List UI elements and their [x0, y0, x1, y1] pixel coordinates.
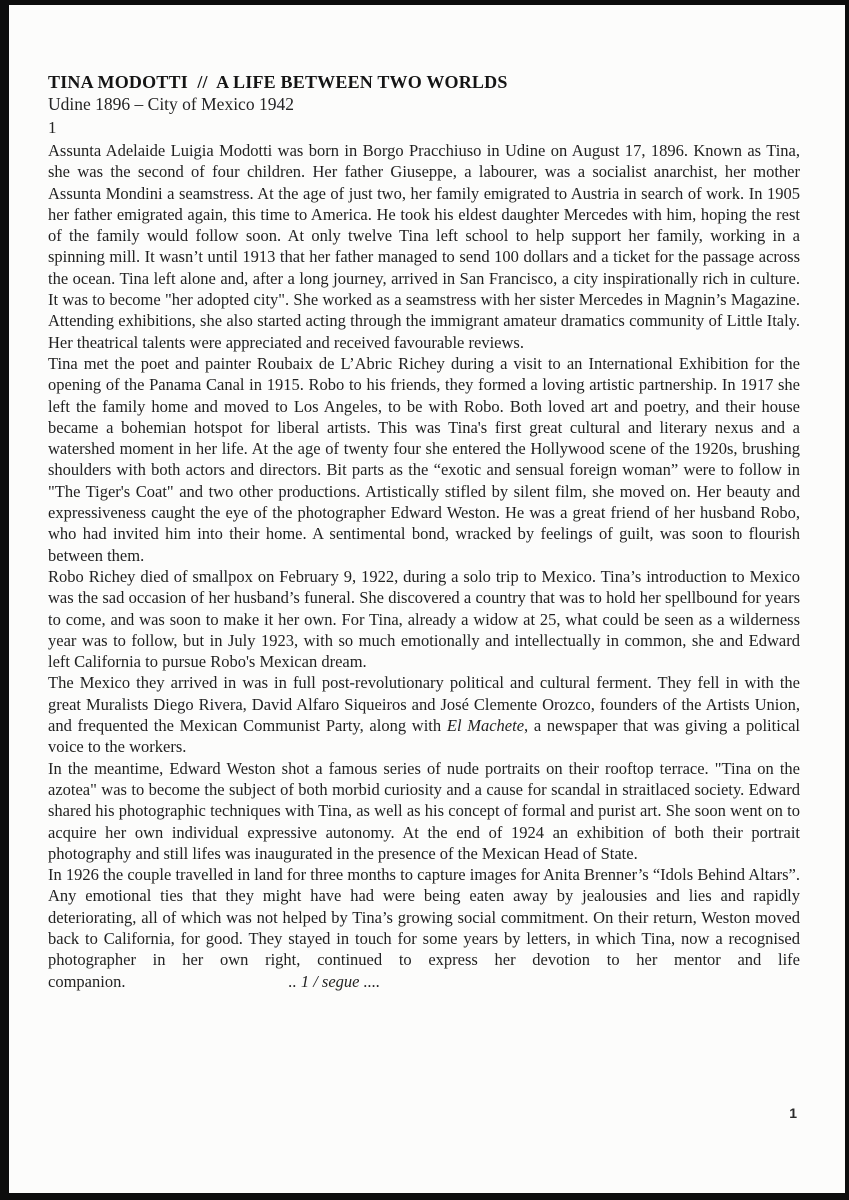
paragraph-robo-hollywood: Tina met the poet and painter Roubaix de L’Abric Richey during a visit to an International Exhibition for the opening of the Panama Canal in 1915. Robo to his friends, they formed a loving artistic partnership. In 1917 she left the family home and moved to Los Angeles, to be with Robo. Both loved art and poetry, and their house became a bohemian hotspot for liberal artists. This was Tina's first great cultural and literary nexus and a watershed moment in her life. At the age of twenty four she entered the Hollywood scene of the 1920s, brushing shoulders with both actors and directors. Bit parts as the “exotic and sensual foreign woman” were to follow in "The Tiger's Coat" and two other productions. Artistically stifled by silent film, she moved on. Her beauty and expressiveness caught the eye of the photographer Edward Weston. He was a great friend of her husband Robo, who had invited him into their home. A sentimental bond, wracked by feelings of guilt, was soon to flourish between them. — [48, 353, 800, 565]
paragraph-text: In 1926 the couple travelled in land for three months to capture images for Anita Brenner’s “Idols Behind Altars”. Any emotional ties that they might have had were being eaten away by jealousies and lies and rapidly deteriorating, all of which was not helped by Tina’s growing social commitment. On their return, Weston moved back to California, for good. They stayed in touch for some years by letters, in which Tina, now a recognised photographer in her own right, continued to express her devotion to her mentor and life companion. — [48, 865, 800, 991]
document-body — [48, 140, 800, 992]
paragraph-text: The Mexico they arrived in was in full post-revolutionary political and cultural ferment. They fell in with the great Muralists Diego Rivera, David Alfaro Siqueiros and José Clemente Orozco, founders of the Artists Union, and frequented the Mexican Communist Party, along with — [48, 673, 800, 736]
document-content — [48, 71, 800, 992]
paragraph-robo-death: Robo Richey died of smallpox on February 9, 1922, during a solo trip to Mexico. Tina’s introduction to Mexico was the sad occasion of her husband’s funeral. She discovered a country that was to hold her spellbound for years to come, and was soon to make it her own. For Tina, already a widow at 25, what could be seen as a wilderness year was to follow, but in July 1923, with so much emotionally and intellectually in common, she and Edward left California to pursue Robo's Mexican dream. — [48, 566, 800, 672]
continuation-marker: .. 1 / segue .... — [288, 971, 381, 991]
page-number: 1 — [789, 1105, 797, 1121]
document-page — [9, 5, 845, 1193]
document-subtitle: Udine 1896 – City of Mexico 1942 — [48, 94, 294, 114]
paragraph-early-life: Assunta Adelaide Luigia Modotti was born in Borgo Pracchiuso in Udine on August 17, 1896. Known as Tina, she was the second of four children. Her father Giuseppe, a labourer, was a socialist anarchist, her mother Assunta Mondini a seamstress. At the age of just two, her family emigrated to Austria in search of work. In 1905 her father emigrated again, this time to America. He took his eldest daughter Mercedes with him, hoping the rest of the family would follow soon. At only twelve Tina left school to help support her family, working in a spinning mill. It wasn’t until 1913 that her father managed to send 100 dollars and a ticket for the passage across the ocean. Tina left alone and, after a long journey, arrived in San Francisco, a city inspirationally rich in culture. It was to become "her adopted city". She worked as a seamstress with her sister Mercedes in Magnin’s Magazine. Attending exhibitions, she also started acting through the immigrant amateur dramatics community of Little Italy. Her theatrical talents were appreciated and received favourable reviews. — [48, 141, 800, 352]
paragraph-weston-photography: In the meantime, Edward Weston shot a famous series of nude portraits on their rooftop terrace. "Tina on the azotea" was to become the subject of both morbid curiosity and a cause for scandal in straitlaced society. Edward shared his photographic techniques with Tina, as well as his concept of formal and purist art. She soon went on to acquire her own individual expressive autonomy. At the end of 1924 an exhibition of both their portrait photography and still lifes was inaugurated in the presence of the Mexican Head of State. — [48, 758, 800, 863]
el-machete-title: El Machete — [446, 716, 525, 736]
section-number: 1 — [48, 118, 57, 137]
paragraph-text: , a newspaper that was giving a political voice to the workers. — [48, 716, 801, 757]
page-title: TINA MODOTTI // A LIFE BETWEEN TWO WORLDS — [48, 72, 508, 92]
paragraph-mexico-ferment — [48, 672, 800, 757]
paragraph-idols-behind-altars — [48, 864, 800, 992]
